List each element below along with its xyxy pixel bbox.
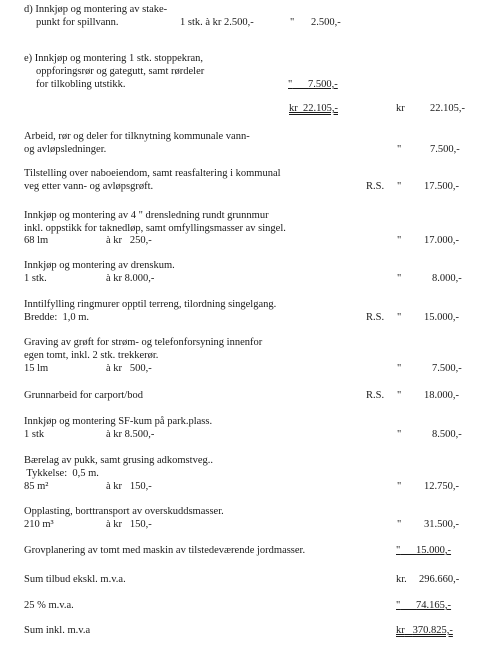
item-d-ditto: " — [290, 17, 295, 28]
item-7-line0: Innkjøp og montering SF-kum på park.plass. — [24, 416, 213, 427]
item-4-qty: Bredde: 1,0 m. — [24, 312, 90, 323]
item-10-amount: 15.000,- — [416, 545, 452, 556]
item-3-line0: Innkjøp og montering av drenskum. — [24, 260, 175, 271]
item-9-line0: Opplasting, borttransport av overskuddsmasser. — [24, 506, 224, 517]
item-1-line1: veg etter vann- og avløpsgrøft. — [24, 181, 154, 192]
item-8-line1: Tykkelse: 0,5 m. — [24, 468, 99, 479]
item-5-amount: 7.500,- — [432, 363, 462, 374]
item-6-label: Grunnarbeid for carport/bod — [24, 390, 143, 401]
item-4-amount: 15.000,- — [424, 312, 459, 323]
item-5-qty: 15 lm — [24, 363, 49, 374]
item-1-ditto: " — [397, 181, 402, 192]
subtotal-right-amount: 22.105,- — [430, 103, 465, 114]
vat-label: 25 % m.v.a. — [24, 600, 74, 611]
item-2-qty: 68 lm — [24, 235, 49, 246]
item-e-underlined-amount — [288, 79, 343, 92]
item-d-line2: punkt for spillvann. — [36, 17, 119, 28]
item-4-line0: Inntilfylling ringmurer opptil terreng, tilordning singelgang. — [24, 299, 277, 310]
vat-amount: 74.165,- — [416, 600, 452, 611]
item-6-amount: 18.000,- — [424, 390, 459, 401]
item-2-amount: 17.000,- — [424, 235, 459, 246]
subtotal-left: kr 22.105,- — [289, 103, 338, 114]
item-e-line1: e) Innkjøp og montering 1 stk. stoppekran, — [24, 53, 204, 64]
item-7-ditto: " — [397, 429, 402, 440]
item-7-unit: à kr 8.500,- — [106, 429, 155, 440]
item-2-line1: inkl. oppstikk for taknedløp, samt omfyllingsmasser av singel. — [24, 223, 286, 234]
item-10-label: Grovplanering av tomt med maskin av tilstedeværende jordmasser. — [24, 545, 306, 556]
item-8-ditto: " — [397, 481, 402, 492]
sum-incl-label: Sum inkl. m.v.a — [24, 625, 91, 636]
item-6-ditto: " — [397, 390, 402, 401]
sum-excl-label: Sum tilbud ekskl. m.v.a. — [24, 574, 126, 585]
item-3-amount: 8.000,- — [432, 273, 462, 284]
vat-underlined-amount — [396, 600, 462, 613]
sum-incl-amount: 370.825,- — [412, 625, 453, 636]
item-e-ditto: " — [288, 79, 293, 90]
item-3-unit: à kr 8.000,- — [106, 273, 155, 284]
item-9-ditto: " — [397, 519, 402, 530]
item-e-line3: for tilkobling utstikk. — [36, 79, 126, 90]
item-0-ditto: " — [397, 144, 402, 155]
item-2-line0: Innkjøp og montering av 4 " drensledning rundt grunnmur — [24, 210, 269, 221]
item-2-ditto: " — [397, 235, 402, 246]
sum-excl-kr: kr. — [396, 574, 407, 585]
item-d-qty: 1 stk. à kr 2.500,- — [180, 17, 254, 28]
item-5-line0: Graving av grøft for strøm- og telefonforsyning innenfor — [24, 337, 263, 348]
item-10-underlined-amount — [396, 545, 462, 558]
item-10-ditto: " — [396, 545, 401, 556]
subtotal-right-kr: kr — [396, 103, 405, 114]
sum-incl-underlined-amount — [396, 625, 462, 638]
item-5-ditto: " — [397, 363, 402, 374]
item-d-line1: d) Innkjøp og montering av stake- — [24, 4, 168, 15]
item-e-line2: oppforingsrør og gategutt, samt rørdeler — [36, 66, 205, 77]
item-d-amount: 2.500,- — [311, 17, 341, 28]
item-4-ditto: " — [397, 312, 402, 323]
item-5-unit: à kr 500,- — [106, 363, 152, 374]
item-7-amount: 8.500,- — [432, 429, 462, 440]
item-e-amount: 7.500,- — [308, 79, 338, 90]
item-6-rs: R.S. — [366, 390, 385, 401]
item-0-line0: Arbeid, rør og deler for tilknytning kommunale vann- — [24, 131, 250, 142]
item-9-amount: 31.500,- — [424, 519, 459, 530]
item-0-line1: og avløpsledninger. — [24, 144, 107, 155]
item-3-qty: 1 stk. — [24, 273, 47, 284]
item-4-rs: R.S. — [366, 312, 385, 323]
item-1-line0: Tilstelling over naboeiendom, samt reasfaltering i kommunal — [24, 168, 281, 179]
vat-ditto: " — [396, 600, 401, 611]
sum-excl-amount: 296.660,- — [419, 574, 460, 585]
sum-incl-kr: kr — [396, 625, 405, 636]
item-1-amount: 17.500,- — [424, 181, 459, 192]
item-5-line1: egen tomt, inkl. 2 stk. trekkerør. — [24, 350, 159, 361]
item-8-amount: 12.750,- — [424, 481, 459, 492]
item-9-unit: à kr 150,- — [106, 519, 152, 530]
item-7-qty: 1 stk — [24, 429, 45, 440]
item-8-unit: à kr 150,- — [106, 481, 152, 492]
item-8-line0: Bærelag av pukk, samt grusing adkomstveg.. — [24, 455, 213, 466]
item-8-qty: 85 m² — [24, 481, 49, 492]
item-2-unit: à kr 250,- — [106, 235, 152, 246]
item-0-amount: 7.500,- — [430, 144, 460, 155]
item-1-rs: R.S. — [366, 181, 385, 192]
item-3-ditto: " — [397, 273, 402, 284]
item-9-qty: 210 m³ — [24, 519, 54, 530]
